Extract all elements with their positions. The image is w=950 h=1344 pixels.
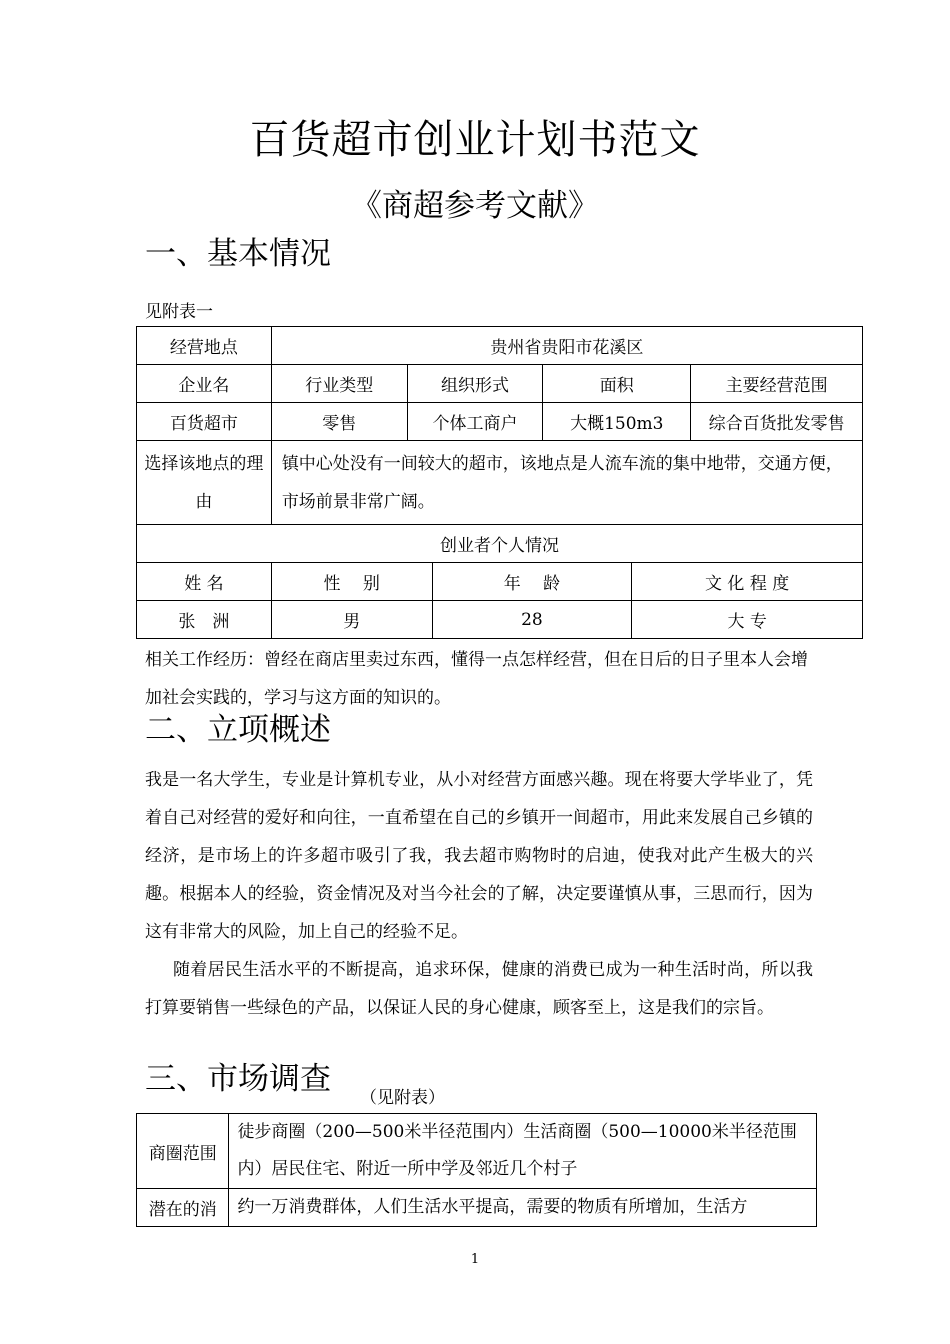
header-scope: 主要经营范围 [691, 365, 863, 403]
reason-label: 选择该地点的理由 [137, 441, 272, 525]
basic-info-table [136, 326, 863, 639]
cell-company: 百货超市 [137, 403, 272, 441]
person-header-name: 姓 名 [137, 563, 272, 601]
person-header-age: 年 龄 [432, 563, 632, 601]
overview-paragraph-2: 随着居民生活水平的不断提高，追求环保，健康的消费已成为一种生活时尚，所以我打算要销售一些绿色的产品，以保证人民的身心健康，顾客至上，这是我们的宗旨。 [145, 960, 813, 1018]
person-education: 大 专 [632, 601, 863, 639]
location-value: 贵州省贵阳市花溪区 [271, 327, 862, 365]
header-organization: 组织形式 [407, 365, 543, 403]
person-name: 张 洲 [137, 601, 272, 639]
section-3-heading: 三、市场调查 [145, 1061, 331, 1097]
person-gender: 男 [271, 601, 432, 639]
header-company: 企业名 [137, 365, 272, 403]
page-number: 1 [470, 1252, 480, 1267]
potential-consumer-label: 潜在的消 [137, 1189, 229, 1227]
section-2-heading: 二、立项概述 [145, 712, 331, 748]
person-header-education: 文 化 程 度 [632, 563, 863, 601]
section-1-note: 见附表一 [145, 302, 213, 322]
section-1-heading: 一、基本情况 [145, 236, 331, 272]
header-industry: 行业类型 [271, 365, 407, 403]
cell-organization: 个体工商户 [407, 403, 543, 441]
cell-industry: 零售 [271, 403, 407, 441]
market-survey-table [136, 1113, 817, 1227]
location-label: 经营地点 [137, 327, 272, 365]
person-header-gender: 性 别 [271, 563, 432, 601]
document-subtitle: 《商超参考文献》 [351, 188, 599, 224]
reason-value: 镇中心处没有一间较大的超市，该地点是人流车流的集中地带，交通方便，市场前景非常广阔。 [271, 441, 862, 525]
person-section-title: 创业者个人情况 [137, 525, 863, 563]
header-area: 面积 [543, 365, 691, 403]
cell-area: 大概150m3 [543, 403, 691, 441]
cell-scope: 综合百货批发零售 [691, 403, 863, 441]
trade-area-label: 商圈范围 [137, 1114, 229, 1189]
section-3-note: （见附表） [360, 1088, 445, 1108]
potential-consumer-value: 约一万消费群体，人们生活水平提高，需要的物质有所增加，生活方 [229, 1189, 817, 1227]
trade-area-value: 徒步商圈（200—500米半径范围内）生活商圈（500—10000米半径范围内）居民住宅、附近一所中学及邻近几个村子 [229, 1114, 817, 1189]
person-age: 28 [432, 601, 632, 639]
overview-paragraph-1: 我是一名大学生，专业是计算机专业，从小对经营方面感兴趣。现在将要大学毕业了，凭着自己对经营的爱好和向往，一直希望在自己的乡镇开一间超市，用此来发展自己乡镇的经济，是市场上的许多超市吸引了我，我去超市购物时的启迪，使我对此产生极大的兴趣。根据本人的经验，资金情况及对当今社会的了解，决定要谨慎从事，三思而行，因为这有非常大的风险，加上自己的经验不足。 [145, 770, 813, 942]
work-experience: 相关工作经历：曾经在商店里卖过东西，懂得一点怎样经营，但在日后的日子里本人会增加社会实践的，学习与这方面的知识的。 [145, 650, 808, 708]
document-title: 百货超市创业计划书范文 [249, 117, 701, 163]
